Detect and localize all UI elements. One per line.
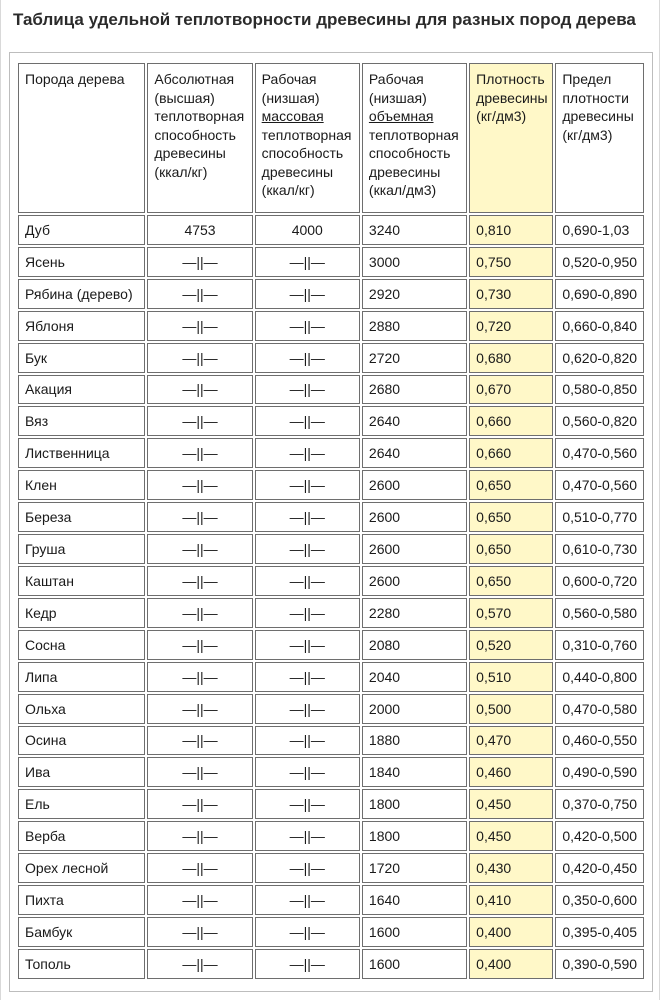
header-volume-heat-underlined: объемная <box>368 108 434 124</box>
cell-absolute-heat: —||— <box>147 949 252 979</box>
cell-density-limit: 0,420-0,500 <box>555 821 644 851</box>
cell-density-limit: 0,310-0,760 <box>555 630 644 660</box>
cell-volume-heat: 2080 <box>362 630 467 660</box>
header-density-limit: Предел плотности древесины (кг/дм3) <box>555 63 644 213</box>
cell-absolute-heat: —||— <box>147 438 252 468</box>
cell-mass-heat: —||— <box>255 566 360 596</box>
cell-density-limit: 0,390-0,590 <box>555 949 644 979</box>
cell-volume-heat: 2640 <box>362 406 467 436</box>
cell-density-limit: 0,690-1,03 <box>555 215 644 245</box>
header-density: Плотность древесины (кг/дм3) <box>469 63 553 213</box>
cell-species: Бамбук <box>18 917 145 947</box>
cell-volume-heat: 2680 <box>362 375 467 405</box>
cell-density: 0,650 <box>469 566 553 596</box>
cell-absolute-heat: —||— <box>147 694 252 724</box>
table-row <box>18 598 644 628</box>
cell-volume-heat: 2880 <box>362 311 467 341</box>
cell-density-limit: 0,460-0,550 <box>555 726 644 756</box>
cell-density: 0,430 <box>469 853 553 883</box>
cell-density-limit: 0,610-0,730 <box>555 534 644 564</box>
cell-volume-heat: 1800 <box>362 821 467 851</box>
cell-mass-heat: —||— <box>255 662 360 692</box>
cell-absolute-heat: —||— <box>147 375 252 405</box>
cell-species: Акация <box>18 375 145 405</box>
cell-volume-heat: 2280 <box>362 598 467 628</box>
cell-absolute-heat: —||— <box>147 757 252 787</box>
cell-species: Бук <box>18 343 145 373</box>
cell-density: 0,730 <box>469 279 553 309</box>
cell-density-limit: 0,520-0,950 <box>555 247 644 277</box>
cell-absolute-heat: —||— <box>147 630 252 660</box>
header-mass-heat-underlined: массовая <box>261 108 324 124</box>
cell-species: Каштан <box>18 566 145 596</box>
cell-absolute-heat: —||— <box>147 821 252 851</box>
cell-mass-heat: —||— <box>255 917 360 947</box>
cell-density: 0,400 <box>469 917 553 947</box>
table-row <box>18 885 644 915</box>
cell-density: 0,670 <box>469 375 553 405</box>
cell-absolute-heat: —||— <box>147 726 252 756</box>
cell-density: 0,470 <box>469 726 553 756</box>
cell-species: Ясень <box>18 247 145 277</box>
cell-absolute-heat: —||— <box>147 566 252 596</box>
cell-density: 0,660 <box>469 438 553 468</box>
cell-mass-heat: —||— <box>255 789 360 819</box>
page-title: Таблица удельной теплотворности древесины для разных пород дерева <box>13 10 636 29</box>
table-row <box>18 726 644 756</box>
cell-volume-heat: 2600 <box>362 566 467 596</box>
table-row <box>18 662 644 692</box>
cell-absolute-heat: —||— <box>147 343 252 373</box>
cell-volume-heat: 2600 <box>362 470 467 500</box>
cell-density: 0,400 <box>469 949 553 979</box>
table-row <box>18 694 644 724</box>
cell-mass-heat: —||— <box>255 885 360 915</box>
cell-species: Ольха <box>18 694 145 724</box>
cell-mass-heat: —||— <box>255 311 360 341</box>
cell-density: 0,570 <box>469 598 553 628</box>
cell-mass-heat: —||— <box>255 438 360 468</box>
cell-absolute-heat: —||— <box>147 502 252 532</box>
cell-volume-heat: 1840 <box>362 757 467 787</box>
table-row <box>18 470 644 500</box>
header-volume-heat-pre: Рабочая (низшая) <box>368 71 427 106</box>
cell-species: Верба <box>18 821 145 851</box>
cell-density-limit: 0,470-0,580 <box>555 694 644 724</box>
table-row <box>18 406 644 436</box>
cell-density-limit: 0,580-0,850 <box>555 375 644 405</box>
table-row <box>18 343 644 373</box>
cell-species: Рябина (дерево) <box>18 279 145 309</box>
cell-density-limit: 0,420-0,450 <box>555 853 644 883</box>
header-mass-heat <box>255 63 360 213</box>
table-row <box>18 853 644 883</box>
cell-species: Кедр <box>18 598 145 628</box>
cell-species: Вяз <box>18 406 145 436</box>
table-row <box>18 534 644 564</box>
cell-density-limit: 0,470-0,560 <box>555 438 644 468</box>
cell-density: 0,460 <box>469 757 553 787</box>
cell-mass-heat: —||— <box>255 949 360 979</box>
cell-density: 0,650 <box>469 502 553 532</box>
cell-volume-heat: 1800 <box>362 789 467 819</box>
cell-density: 0,750 <box>469 247 553 277</box>
cell-mass-heat: —||— <box>255 279 360 309</box>
cell-density-limit: 0,510-0,770 <box>555 502 644 532</box>
cell-density-limit: 0,600-0,720 <box>555 566 644 596</box>
cell-species: Осина <box>18 726 145 756</box>
table-row <box>18 949 644 979</box>
cell-volume-heat: 3240 <box>362 215 467 245</box>
cell-absolute-heat: —||— <box>147 311 252 341</box>
cell-absolute-heat: —||— <box>147 598 252 628</box>
cell-density: 0,680 <box>469 343 553 373</box>
cell-density: 0,650 <box>469 534 553 564</box>
cell-density: 0,660 <box>469 406 553 436</box>
cell-species: Береза <box>18 502 145 532</box>
cell-mass-heat: —||— <box>255 821 360 851</box>
cell-absolute-heat: —||— <box>147 853 252 883</box>
cell-density: 0,450 <box>469 789 553 819</box>
cell-density-limit: 0,350-0,600 <box>555 885 644 915</box>
wood-heat-table <box>16 61 646 981</box>
table-row <box>18 311 644 341</box>
cell-species: Липа <box>18 662 145 692</box>
cell-mass-heat: —||— <box>255 375 360 405</box>
cell-density-limit: 0,370-0,750 <box>555 789 644 819</box>
table-row <box>18 375 644 405</box>
cell-density: 0,500 <box>469 694 553 724</box>
cell-absolute-heat: —||— <box>147 789 252 819</box>
cell-mass-heat: —||— <box>255 406 360 436</box>
cell-density: 0,720 <box>469 311 553 341</box>
cell-mass-heat: —||— <box>255 343 360 373</box>
cell-volume-heat: 3000 <box>362 247 467 277</box>
cell-volume-heat: 1600 <box>362 917 467 947</box>
cell-species: Лиственница <box>18 438 145 468</box>
cell-absolute-heat: —||— <box>147 247 252 277</box>
cell-absolute-heat: —||— <box>147 406 252 436</box>
cell-density-limit: 0,560-0,580 <box>555 598 644 628</box>
header-mass-heat-post: теплотворная способность древесины (ккал/кг) <box>261 126 352 198</box>
table-row <box>18 757 644 787</box>
cell-mass-heat: —||— <box>255 726 360 756</box>
cell-density-limit: 0,560-0,820 <box>555 406 644 436</box>
cell-species: Пихта <box>18 885 145 915</box>
cell-density: 0,520 <box>469 630 553 660</box>
cell-species: Ива <box>18 757 145 787</box>
header-wood-species: Порода дерева <box>18 63 145 213</box>
cell-density: 0,810 <box>469 215 553 245</box>
cell-mass-heat: —||— <box>255 598 360 628</box>
table-row <box>18 566 644 596</box>
cell-absolute-heat: —||— <box>147 662 252 692</box>
cell-species: Дуб <box>18 215 145 245</box>
cell-absolute-heat: —||— <box>147 885 252 915</box>
cell-density-limit: 0,490-0,590 <box>555 757 644 787</box>
cell-mass-heat: 4000 <box>255 215 360 245</box>
cell-volume-heat: 2040 <box>362 662 467 692</box>
cell-mass-heat: —||— <box>255 470 360 500</box>
cell-species: Сосна <box>18 630 145 660</box>
cell-volume-heat: 2640 <box>362 438 467 468</box>
cell-density-limit: 0,660-0,840 <box>555 311 644 341</box>
cell-volume-heat: 1640 <box>362 885 467 915</box>
cell-absolute-heat: —||— <box>147 470 252 500</box>
cell-volume-heat: 2000 <box>362 694 467 724</box>
cell-mass-heat: —||— <box>255 630 360 660</box>
cell-volume-heat: 2720 <box>362 343 467 373</box>
cell-volume-heat: 2920 <box>362 279 467 309</box>
cell-mass-heat: —||— <box>255 694 360 724</box>
cell-density-limit: 0,440-0,800 <box>555 662 644 692</box>
cell-mass-heat: —||— <box>255 757 360 787</box>
cell-density: 0,510 <box>469 662 553 692</box>
cell-absolute-heat: —||— <box>147 534 252 564</box>
cell-density-limit: 0,470-0,560 <box>555 470 644 500</box>
table-row <box>18 502 644 532</box>
table-row <box>18 438 644 468</box>
table-row <box>18 247 644 277</box>
cell-density: 0,650 <box>469 470 553 500</box>
header-mass-heat-pre: Рабочая (низшая) <box>261 71 320 106</box>
cell-volume-heat: 2600 <box>362 534 467 564</box>
cell-species: Орех лесной <box>18 853 145 883</box>
table-row <box>18 215 644 245</box>
table-row <box>18 821 644 851</box>
header-volume-heat-post: теплотворная способность древесины (ккал/дм3) <box>368 126 459 198</box>
cell-species: Ель <box>18 789 145 819</box>
header-absolute-heat: Абсолютная (высшая) теплотворная способность древесины (ккал/кг) <box>147 63 252 213</box>
cell-density-limit: 0,395-0,405 <box>555 917 644 947</box>
cell-absolute-heat: 4753 <box>147 215 252 245</box>
header-row <box>18 63 644 213</box>
cell-absolute-heat: —||— <box>147 917 252 947</box>
cell-volume-heat: 2600 <box>362 502 467 532</box>
table-row <box>18 630 644 660</box>
cell-mass-heat: —||— <box>255 247 360 277</box>
cell-species: Клен <box>18 470 145 500</box>
table-row <box>18 279 644 309</box>
header-volume-heat <box>362 63 467 213</box>
cell-density: 0,410 <box>469 885 553 915</box>
table-row <box>18 789 644 819</box>
cell-volume-heat: 1720 <box>362 853 467 883</box>
cell-mass-heat: —||— <box>255 502 360 532</box>
cell-volume-heat: 1600 <box>362 949 467 979</box>
cell-mass-heat: —||— <box>255 534 360 564</box>
cell-species: Яблоня <box>18 311 145 341</box>
cell-absolute-heat: —||— <box>147 279 252 309</box>
cell-species: Груша <box>18 534 145 564</box>
cell-density-limit: 0,620-0,820 <box>555 343 644 373</box>
cell-density: 0,450 <box>469 821 553 851</box>
cell-species: Тополь <box>18 949 145 979</box>
cell-density-limit: 0,690-0,890 <box>555 279 644 309</box>
cell-volume-heat: 1880 <box>362 726 467 756</box>
table-row <box>18 917 644 947</box>
cell-mass-heat: —||— <box>255 853 360 883</box>
